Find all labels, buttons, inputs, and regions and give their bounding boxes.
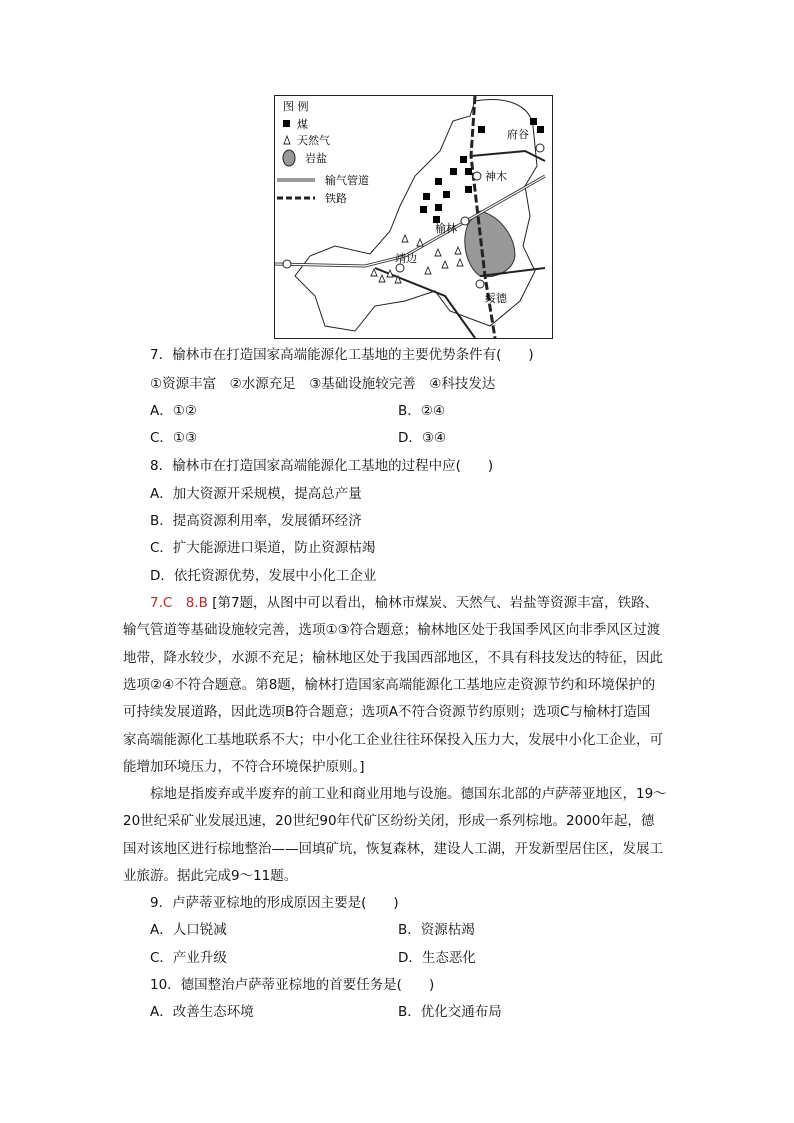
passage-line: 棕地是指废弃或半废弃的前工业和商业用地与设施。德国东北部的卢萨蒂亚地区，19～: [150, 786, 667, 802]
q9-option-d[interactable]: D．生态恶化: [398, 950, 476, 966]
q8-option-b[interactable]: B．提高资源利用率，发展循环经济: [150, 513, 362, 529]
q9-stem: 9．卢萨蒂亚棕地的形成原因主要是( ): [150, 895, 399, 911]
legend-pipeline: 输气管道: [325, 174, 369, 187]
q7-option-d[interactable]: D．③④: [398, 430, 447, 446]
place-yulin: 榆林: [435, 222, 457, 235]
q8-option-d[interactable]: D．依托资源优势，发展中小化工企业: [150, 568, 377, 584]
place-fugu: 府谷: [507, 128, 529, 141]
explanation-line: 输气管道等基础设施较完善，选项①③符合题意；榆林地区处于我国季风区向非季风区过渡: [123, 622, 661, 638]
yulin-map: [274, 95, 553, 339]
legend-coal: 煤: [297, 118, 308, 131]
legend-salt: 岩盐: [305, 152, 327, 165]
q10-stem: 10．德国整治卢萨蒂亚棕地的首要任务是( ): [150, 977, 435, 993]
explanation-line: 选项②④不符合题意。第8题，榆林打造国家高端能源化工基地应走资源节约和环境保护的: [123, 677, 656, 693]
explanation-line: [第7题，从图中可以看出，榆林市煤炭、天然气、岩盐等资源丰富，铁路、: [212, 595, 659, 611]
explanation-line: 地带，降水较少，水源不充足；榆林地区处于我国西部地区，不具有科技发达的特征，因此: [123, 650, 663, 666]
legend-title: 图 例: [283, 100, 309, 113]
q7-stem: 7．榆林市在打造国家高端能源化工基地的主要优势条件有( ): [150, 347, 534, 363]
q7-option-b[interactable]: B．②④: [398, 403, 445, 419]
answer-key: 7.C 8.B: [150, 595, 208, 611]
q10-option-b[interactable]: B．优化交通布局: [398, 1004, 502, 1020]
q10-option-a[interactable]: A．改善生态环境: [150, 1004, 254, 1020]
place-jingbian: 靖边: [395, 252, 417, 265]
q8-stem: 8．榆林市在打造国家高端能源化工基地的过程中应( ): [150, 458, 494, 474]
explanation-line: 可持续发展道路，因此选项B符合题意；选项A不符合资源节约原则；选项C与榆林打造国: [123, 704, 651, 720]
q8-option-c[interactable]: C．扩大能源进口渠道，防止资源枯竭: [150, 540, 376, 556]
q7-option-a[interactable]: A．①②: [150, 403, 197, 419]
legend-gas: 天然气: [297, 134, 330, 147]
q9-option-b[interactable]: B．资源枯竭: [398, 922, 475, 938]
gas-icon: [284, 136, 290, 144]
explanation-line: 能增加环境压力，不符合环境保护原则。]: [123, 759, 365, 775]
q9-option-c[interactable]: C．产业升级: [150, 950, 227, 966]
q7-items: ①资源丰富 ②水源充足 ③基础设施较完善 ④科技发达: [150, 376, 496, 392]
place-shenmu: 神木: [485, 170, 507, 183]
q7-option-c[interactable]: C．①③: [150, 430, 198, 446]
passage-line: 20世纪采矿业发展迅速，20世纪90年代矿区纷纷关闭，形成一系列棕地。2000年起，德: [123, 813, 655, 829]
q8-option-a[interactable]: A．加大资源开采规模，提高总产量: [150, 486, 362, 502]
passage-line: 业旅游。据此完成9～11题。: [123, 868, 298, 884]
explanation-line: 家高端能源化工基地联系不大；中小化工企业往往环保投入压力大，发展中小化工企业，可: [123, 732, 663, 748]
q9-option-a[interactable]: A．人口锐减: [150, 922, 227, 938]
map-drawing: [275, 96, 552, 338]
place-suide: 绥德: [485, 292, 507, 305]
legend-railway: 铁路: [325, 192, 347, 205]
passage-line: 国对该地区进行棕地整治——回填矿坑，恢复森林，建设人工湖，开发新型居住区，发展工: [123, 841, 663, 857]
